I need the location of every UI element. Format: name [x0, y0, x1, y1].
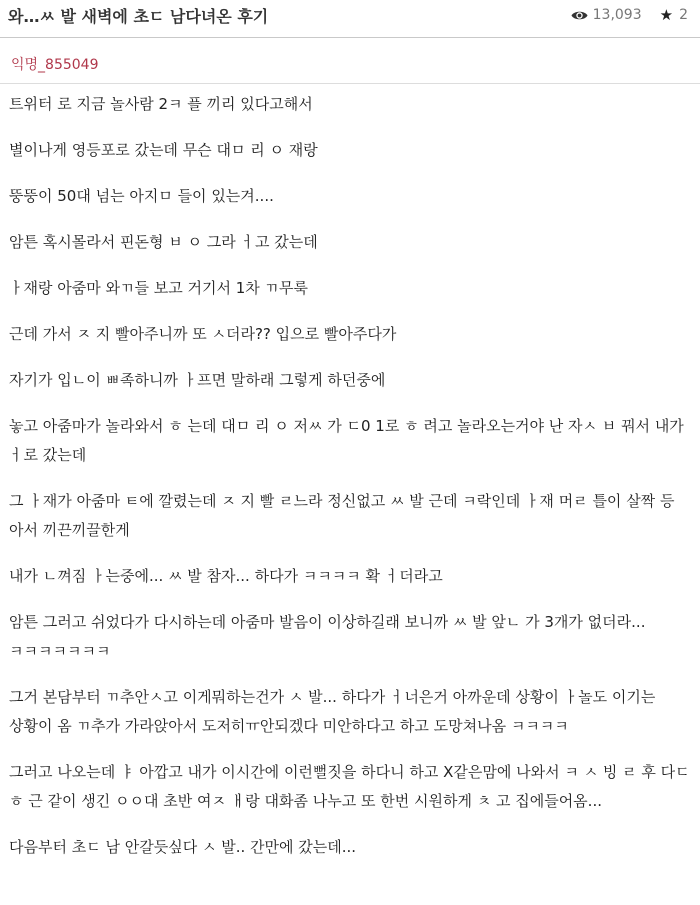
post-stats [571, 6, 688, 24]
post-paragraph: 암튼 혹시몰라서 핀돈형 ㅂ ㅇ 그라 ㅓ고 갔는데 [9, 233, 318, 251]
eye-icon [571, 9, 588, 22]
post-paragraph: ㅏ재랑 아줌마 와ㄲ들 보고 거기서 1차 ㄲ무룩 [9, 279, 308, 297]
post-paragraph: 자기가 입ㄴ이 ㅃ족하니까 ㅏ프면 말하래 그렇게 하던중에 [9, 371, 386, 389]
post-paragraph: 암튼 그러고 쉬었다가 다시하는데 아줌마 발음이 이상하길래 보니까 ㅆ 발 앞ㄴ 가 3개가 없더라...ㅋㅋㅋㅋㅋㅋㅋ [9, 613, 646, 660]
star-icon: ★ [659, 6, 674, 24]
view-count: 13,093 [592, 7, 642, 23]
post-paragraph: 뚱뚱이 50대 넘는 아지ㅁ 들이 있는겨.... [9, 187, 274, 205]
author-name[interactable]: 익명_855049 [11, 57, 99, 73]
post-paragraph: 트위터 로 지금 놀사람 2ㅋ 플 끼리 있다고해서 [9, 95, 313, 113]
post-paragraph: 근데 가서 ㅈ 지 빨아주니까 또 ㅅ더라?? 입으로 빨아주다가 [9, 325, 397, 343]
post-paragraph: 다음부터 초ㄷ 남 안갈듯싶다 ㅅ 발.. 간만에 갔는데... [9, 838, 357, 856]
divider [0, 83, 700, 84]
post-paragraph: 내가 ㄴ껴짐 ㅏ는중에... ㅆ 발 참자... 하다가 ㅋㅋㅋㅋ 확 ㅓ더라고 [9, 567, 443, 585]
post-title: 와…ㅆ 발 새벽에 초ㄷ 남다녀온 후기 [8, 7, 269, 26]
star-count: 2 [679, 7, 688, 23]
post-header [0, 0, 700, 38]
post-paragraph: 그 ㅏ재가 아줌마 ㅌ에 깔렸는데 ㅈ 지 빨 ㄹ느라 정신없고 ㅆ 발 근데 ㅋ락인데 ㅏ재 머ㄹ 틀이 살짝 등 아서 끼끈끼끌한게 [9, 492, 675, 539]
post-body [9, 90, 693, 862]
post-paragraph: 놓고 아줌마가 놀라와서 ㅎ 는데 대ㅁ 리 ㅇ 저ㅆ 가 ㄷ0 1로 ㅎ 려고 놀라오는거야 난 자ㅅ ㅂ 꿔서 내가 ㅓ로 갔는데 [9, 417, 684, 464]
post-paragraph: 그러고 나오는데 ㅑ 아깝고 내가 이시간에 이런뻘짓을 하다니 하고 X같은맘에 나와서 ㅋ ㅅ 빙 ㄹ 후 다ㄷ ㅎ 근 같이 생긴 ㅇㅇ대 초반 여ㅈ ㅐ랑 대화좀 나누고 또 한번 시원하게 ㅊ 고 집에들어옴... [9, 763, 690, 810]
post-paragraph: 그거 본담부터 ㄲ추안ㅅ고 이게뭐하는건가 ㅅ 발... 하다가 ㅓ너은거 아까운데 상황이 ㅏ놀도 이기는 상황이 옴 ㄲ추가 가라앉아서 도저히ㅠ안되겠다 미안하다고 하고 도망쳐나옴 ㅋㅋㅋㅋ [9, 688, 656, 735]
post-paragraph: 별이나게 영등포로 갔는데 무슨 대ㅁ 리 ㅇ 재랑 [9, 141, 318, 159]
